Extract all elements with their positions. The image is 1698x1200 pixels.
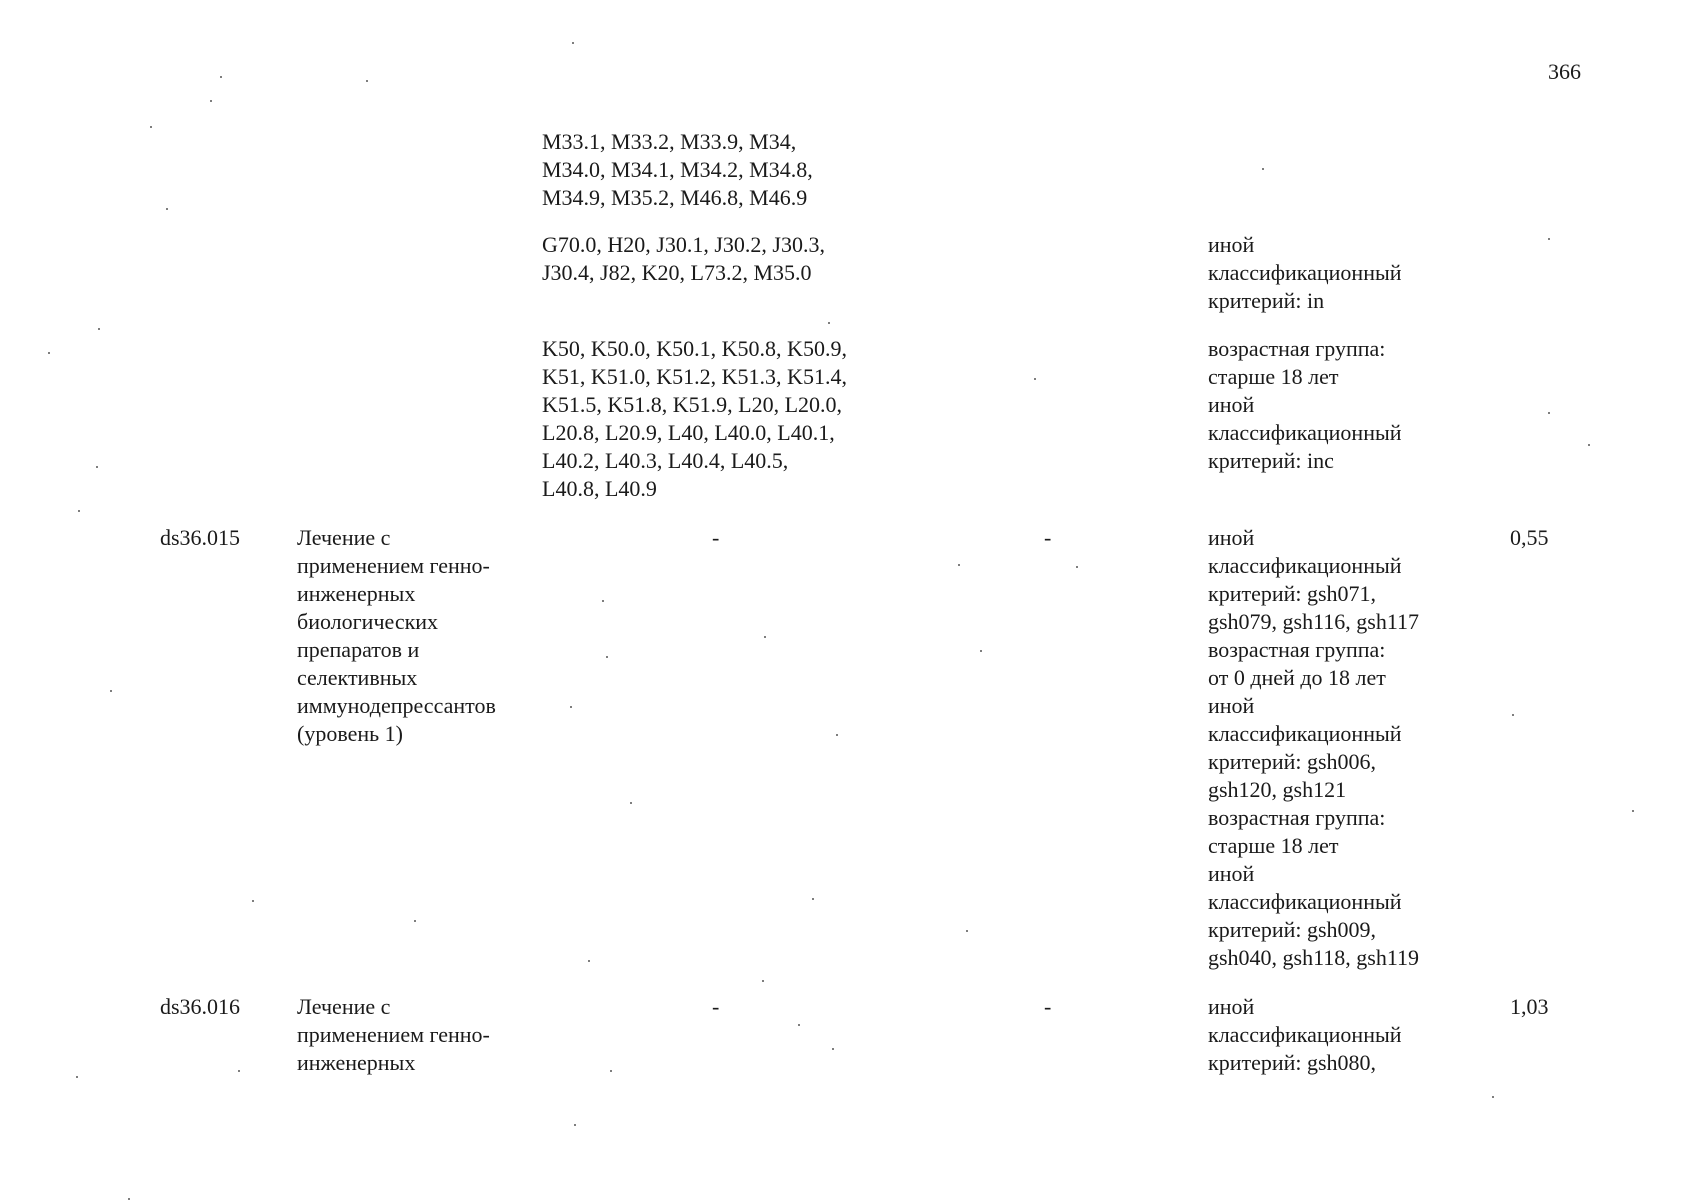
- empty-cell-dash: -: [712, 525, 720, 550]
- scan-speck: [966, 930, 968, 932]
- code-line: J30.4, J82, K20, L73.2, M35.0: [542, 260, 812, 285]
- scan-speck: [588, 960, 590, 962]
- scan-speck: [166, 208, 168, 210]
- criteria-line: критерий: gsh071,: [1208, 581, 1377, 606]
- scan-speck: [96, 466, 98, 468]
- scan-speck: [98, 328, 100, 330]
- criteria-line: gsh040, gsh118, gsh119: [1208, 945, 1420, 970]
- scan-speck: [798, 1024, 800, 1026]
- name-line: инженерных: [297, 581, 416, 606]
- empty-cell-dash: -: [1044, 525, 1052, 550]
- scan-speck: [1588, 444, 1590, 446]
- name-line: Лечение с: [297, 994, 391, 1019]
- scan-speck: [570, 706, 572, 708]
- name-line: инженерных: [297, 1050, 416, 1075]
- criteria-line: возрастная группа:: [1208, 637, 1386, 662]
- code-line: K51.5, K51.8, K51.9, L20, L20.0,: [542, 392, 843, 417]
- criteria-line: классификационный: [1208, 260, 1402, 285]
- criteria-line: критерий: in: [1208, 288, 1325, 313]
- criteria-line: иной: [1208, 525, 1255, 550]
- criteria-block-2: [1208, 231, 1402, 315]
- criteria-line: классификационный: [1208, 889, 1402, 914]
- code-line: L20.8, L20.9, L40, L40.0, L40.1,: [542, 420, 835, 445]
- name-line: препаратов и: [297, 637, 420, 662]
- page-number: 366: [1548, 59, 1581, 84]
- code-line: K51, K51.0, K51.2, K51.3, K51.4,: [542, 364, 847, 389]
- scan-speck: [764, 636, 766, 638]
- row-coefficient: 0,55: [1510, 525, 1549, 550]
- criteria-line: старше 18 лет: [1208, 833, 1339, 858]
- name-line: Лечение с: [297, 525, 391, 550]
- criteria-line: критерий: gsh009,: [1208, 917, 1377, 942]
- scan-speck: [78, 510, 80, 512]
- criteria-line: иной: [1208, 232, 1255, 257]
- scan-speck: [602, 600, 604, 602]
- scan-speck: [1548, 412, 1550, 414]
- criteria-line: иной: [1208, 693, 1255, 718]
- scan-speck: [210, 100, 212, 102]
- scan-speck: [828, 322, 830, 324]
- scan-speck: [1512, 714, 1514, 716]
- scan-speck: [1632, 810, 1634, 812]
- scan-speck: [606, 656, 608, 658]
- criteria-line: возрастная группа:: [1208, 805, 1386, 830]
- name-line: биологических: [297, 609, 439, 634]
- empty-cell-dash: -: [712, 994, 720, 1019]
- empty-cell-dash: -: [1044, 994, 1052, 1019]
- row-criteria: [1208, 993, 1402, 1077]
- criteria-line: классификационный: [1208, 721, 1402, 746]
- criteria-line: иной: [1208, 994, 1255, 1019]
- scan-speck: [832, 1048, 834, 1050]
- criteria-line: классификационный: [1208, 420, 1402, 445]
- code-line: K50, K50.0, K50.1, K50.8, K50.9,: [542, 336, 847, 361]
- criteria-line: возрастная группа:: [1208, 336, 1386, 361]
- row-code: ds36.015: [160, 525, 241, 550]
- scan-speck: [610, 1070, 612, 1072]
- name-line: применением генно-: [297, 1022, 490, 1047]
- criteria-block-3: [1208, 335, 1402, 475]
- criteria-line: критерий: gsh006,: [1208, 749, 1377, 774]
- scan-speck: [1548, 238, 1550, 240]
- criteria-line: критерий: gsh080,: [1208, 1050, 1377, 1075]
- criteria-line: от 0 дней до 18 лет: [1208, 665, 1386, 690]
- scan-speck: [574, 1124, 576, 1126]
- criteria-line: gsh079, gsh116, gsh117: [1208, 609, 1420, 634]
- scan-speck: [238, 1070, 240, 1072]
- criteria-line: иной: [1208, 861, 1255, 886]
- scan-speck: [572, 42, 574, 44]
- codes-block-2: [542, 231, 825, 287]
- code-line: L40.8, L40.9: [542, 476, 657, 501]
- criteria-line: критерий: inc: [1208, 448, 1334, 473]
- criteria-line: старше 18 лет: [1208, 364, 1339, 389]
- scan-speck: [958, 564, 960, 566]
- codes-block-1: [542, 128, 813, 212]
- scan-speck: [762, 980, 764, 982]
- scan-speck: [150, 126, 152, 128]
- row-coefficient: 1,03: [1510, 994, 1549, 1019]
- scan-speck: [220, 76, 222, 78]
- codes-block-3: [542, 335, 847, 503]
- name-line: селективных: [297, 665, 418, 690]
- code-line: M34.0, M34.1, M34.2, M34.8,: [542, 157, 813, 182]
- name-line: (уровень 1): [297, 721, 403, 746]
- code-line: M33.1, M33.2, M33.9, M34,: [542, 129, 797, 154]
- criteria-line: gsh120, gsh121: [1208, 777, 1347, 802]
- name-line: иммунодепрессантов: [297, 693, 496, 718]
- criteria-line: иной: [1208, 392, 1255, 417]
- scan-speck: [980, 650, 982, 652]
- code-line: G70.0, H20, J30.1, J30.2, J30.3,: [542, 232, 825, 257]
- scan-speck: [1076, 566, 1078, 568]
- name-line: применением генно-: [297, 553, 490, 578]
- scan-speck: [110, 690, 112, 692]
- scan-speck: [48, 352, 50, 354]
- scan-speck: [252, 900, 254, 902]
- row-name: [297, 993, 490, 1077]
- code-line: L40.2, L40.3, L40.4, L40.5,: [542, 448, 789, 473]
- criteria-line: классификационный: [1208, 553, 1402, 578]
- scan-speck: [1034, 378, 1036, 380]
- row-name: [297, 524, 496, 748]
- row-code: ds36.016: [160, 994, 241, 1019]
- scan-speck: [414, 920, 416, 922]
- scan-speck: [366, 80, 368, 82]
- code-line: M34.9, M35.2, M46.8, M46.9: [542, 185, 808, 210]
- row-criteria: [1208, 524, 1419, 972]
- scan-speck: [812, 898, 814, 900]
- scan-speck: [630, 802, 632, 804]
- scan-speck: [836, 734, 838, 736]
- criteria-line: классификационный: [1208, 1022, 1402, 1047]
- scan-speck: [1492, 1096, 1494, 1098]
- scan-speck: [1262, 168, 1264, 170]
- scan-speck: [76, 1076, 78, 1078]
